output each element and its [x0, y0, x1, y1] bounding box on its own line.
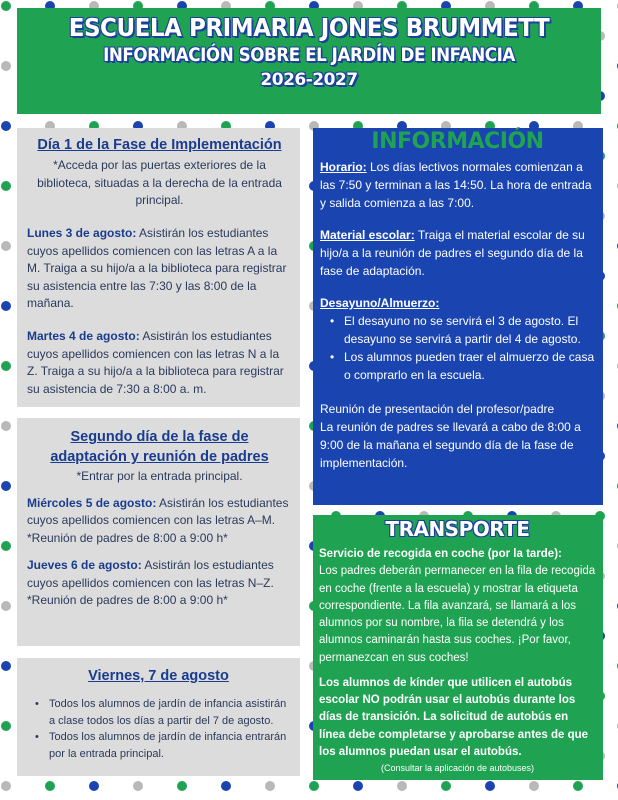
school-name: ESCUELA PRIMARIA JONES BRUMMETT — [68, 13, 550, 42]
background-dot — [265, 781, 275, 791]
background-dot — [1, 61, 11, 71]
info-meeting-text: La reunión de padres se llevará a cabo de 8:00 a 9:00 de la mañana el segundo día de la fase de implementación. — [320, 420, 581, 471]
transport-pickup-label: Servicio de recogida en coche (por la tarde): — [319, 548, 562, 560]
background-dot — [1, 421, 11, 431]
background-dot — [1, 601, 11, 611]
day2-title-2: adaptación y reunión de padres — [50, 449, 269, 466]
transport-pickup-text: Los padres deberán permanecer en la fila de recogida en coche (frente a la escuela) y mostrar la etiqueta correspondiente. La fila avanzará, se llamará a los alumnos por su nombre, la fila se detendrá y los alumnos caminarán hasta sus coches. ¡Por favor, permanezcan en sus coches! — [319, 565, 596, 664]
info-meals-label: Desayuno/Almuerzo: — [320, 296, 440, 311]
background-dot — [89, 781, 99, 791]
day1-note: *Acceda por las puertas exteriores de la biblioteca, situadas a la derecha de la entrada principal. — [37, 158, 282, 208]
transport-bus-note: (Consultar la aplicación de autobuses) — [380, 763, 535, 773]
info-title: INFORMACIÓN — [371, 129, 544, 154]
background-dot — [529, 781, 539, 791]
info-supplies: Material escolar: Traiga el material escolar de su hijo/a a la reunión de padres el segundo día de la fase de adaptación. — [320, 228, 585, 279]
day2-title-1: Segundo día de la fase de — [70, 429, 249, 445]
day2-panel — [17, 418, 300, 646]
list-item: • El desayuno no se servirá el 3 de agosto. El desayuno se servirá a partir del 4 de agosto. — [320, 312, 595, 348]
background-dot — [1, 301, 11, 311]
background-dot — [397, 781, 407, 791]
day1-monday: Lunes 3 de agosto: Asistirán los estudiantes cuyos apellidos comiencen con las letras A a la M. Traiga a su hijo/a a la biblioteca para registrar su asistencia entre las 7:30 y las 8:00 de la mañana. — [27, 226, 287, 311]
friday-list — [25, 696, 292, 762]
transport-title: TRANSPORTE — [385, 517, 530, 541]
day1-title: Día 1 de la Fase de Implementación — [37, 137, 282, 153]
background-dot — [1, 541, 11, 551]
background-dot — [133, 781, 143, 791]
background-dot — [45, 781, 55, 791]
background-dot — [309, 781, 319, 791]
header-banner — [17, 8, 601, 114]
background-dot — [1, 721, 11, 731]
school-year: 2026-2027 — [260, 69, 358, 90]
day1-panel — [17, 128, 300, 407]
background-dot — [1, 481, 11, 491]
background-dot — [353, 781, 363, 791]
info-meeting-title: Reunión de presentación del profesor/padre — [320, 402, 555, 417]
background-dot — [485, 781, 495, 791]
background-dot — [1, 661, 11, 671]
background-dot — [177, 781, 187, 791]
background-dot — [1, 1, 11, 11]
list-item: • Todos los alumnos de jardín de infancia asistirán a clase todos los días a partir del 7 de agosto. — [25, 696, 292, 729]
day2-thursday-note: *Reunión de padres de 8:00 a 9:00 h* — [27, 592, 228, 607]
flyer-title: INFORMACIÓN SOBRE EL JARDÍN DE INFANCIA — [103, 43, 515, 66]
day2-thursday: Jueves 6 de agosto: Asistirán los estudiantes cuyos apellidos comiencen con las letras N–Z. — [27, 558, 274, 590]
background-dot — [1, 361, 11, 371]
background-dot — [441, 781, 451, 791]
background-dot — [221, 781, 231, 791]
list-item: • Los alumnos pueden traer el almuerzo de casa o comprarlo en la escuela. — [320, 348, 595, 384]
day2-wednesday: Miércoles 5 de agosto: Asistirán los estudiantes cuyos apellidos comiencen con las letras A–M. — [27, 495, 289, 528]
day2-wednesday-note: *Reunión de padres de 8:00 a 9:00 h* — [27, 530, 228, 545]
friday-panel — [17, 658, 300, 776]
background-dot — [1, 181, 11, 191]
info-schedule: Horario: Los días lectivos normales comienzan a las 7:50 y terminan a las 14:50. La hora de entrada y salida comienza a las 7:00. — [320, 160, 592, 211]
background-dot — [1, 781, 11, 791]
background-dot — [573, 781, 583, 791]
list-item: • Todos los alumnos de jardín de infancia entrarán por la entrada principal. — [25, 729, 292, 762]
background-dot — [1, 121, 11, 131]
info-panel — [313, 128, 603, 505]
day1-tuesday: Martes 4 de agosto: Asistirán los estudiantes cuyos apellidos comiencen con las letras N a la Z. Traiga a su hijo/a a la biblioteca para registrar su asistencia de 7:30 a 8:00 a. m. — [27, 329, 284, 396]
transport-bus-text: Los alumnos de kínder que utilicen el autobús escolar NO podrán usar el autobús durante los días de transición. La solicitud de autobús en línea debe completarse y aprobarse antes de que los alumnos puedan usar el autobús. — [319, 676, 589, 758]
day2-note: *Entrar por la entrada principal. — [76, 468, 243, 483]
info-meals-list — [320, 312, 595, 384]
friday-title: Viernes, 7 de agosto — [88, 668, 229, 684]
transport-panel — [313, 515, 603, 780]
background-dot — [1, 241, 11, 251]
